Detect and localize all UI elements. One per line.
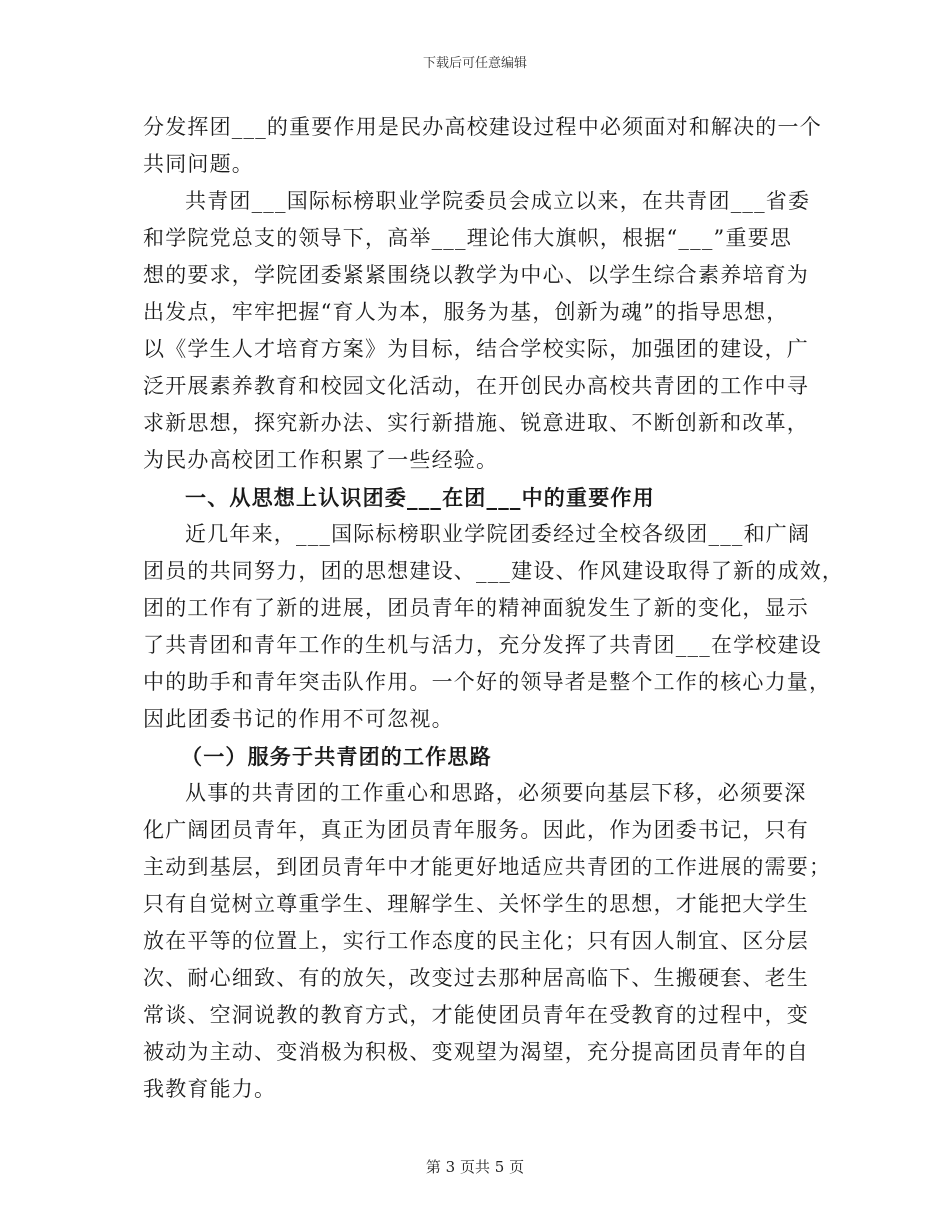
text-line: 泛开展素养教育和校园文化活动，在开创民办高校共青团的工作中寻 bbox=[143, 374, 809, 398]
text-line: 求新思想，探究新办法、实行新措施、锐意进取、不断创新和改革， bbox=[143, 411, 809, 435]
text-line: 只有自觉树立尊重学生、理解学生、关怀学生的思想，才能把大学生 bbox=[143, 892, 809, 916]
text-line: 分发挥团___的重要作用是民办高校建设过程中必须面对和解决的一个 bbox=[143, 115, 822, 139]
text-line: 以《学生人才培育方案》为目标，结合学校实际，加强团的建设，广 bbox=[143, 337, 809, 361]
text-line: 我教育能力。 bbox=[143, 1077, 277, 1101]
text-line: 共青团___国际标榜职业学院委员会成立以来，在共青团___省委 bbox=[185, 189, 811, 213]
text-line: 中的助手和青年突击队作用。一个好的领导者是整个工作的核心力量， bbox=[143, 670, 832, 694]
document-body bbox=[143, 109, 845, 1108]
section-heading: （一）服务于共青团的工作思路 bbox=[181, 744, 492, 769]
text-line: 近几年来，___国际标榜职业学院团委经过全校各级团___和广阔 bbox=[185, 522, 811, 546]
text-line: 次、耐心细致、有的放矢，改变过去那种居高临下、生搬硬套、老生 bbox=[143, 966, 809, 990]
text-line: 为民办高校团工作积累了一些经验。 bbox=[143, 448, 499, 472]
text-line: 想的要求，学院团委紧紧围绕以教学为中心、以学生综合素养培育为 bbox=[143, 263, 809, 287]
text-line: 和学院党总支的领导下，高举___理论伟大旗帜，根据“___”重要思 bbox=[143, 226, 793, 250]
text-line: 团员的共同努力，团的思想建设、___建设、作风建设取得了新的成效， bbox=[143, 559, 845, 583]
text-line: 从事的共青团的工作重心和思路，必须要向基层下移，必须要深 bbox=[185, 781, 807, 805]
text-line: 主动到基层，到团员青年中才能更好地适应共青团的工作进展的需要； bbox=[143, 855, 832, 879]
page-footer: 第 3 页共 5 页 bbox=[425, 1158, 525, 1176]
text-line: 放在平等的位置上，实行工作态度的民主化；只有因人制宜、区分层 bbox=[143, 929, 809, 953]
text-line: 常谈、空洞说教的教育方式，才能使团员青年在受教育的过程中，变 bbox=[143, 1003, 809, 1027]
text-line: 团的工作有了新的进展，团员青年的精神面貌发生了新的变化，显示 bbox=[143, 596, 809, 620]
section-heading: 一、从思想上认识团委___在团___中的重要作用 bbox=[185, 485, 655, 510]
text-line: 被动为主动、变消极为积极、变观望为渴望，充分提高团员青年的自 bbox=[143, 1040, 809, 1064]
text-line: 化广阔团员青年，真正为团员青年服务。因此，作为团委书记，只有 bbox=[143, 818, 809, 842]
text-line: 共同问题。 bbox=[143, 152, 254, 176]
page-header: 下载后可任意编辑 bbox=[422, 56, 527, 71]
text-line: 出发点，牢牢把握“育人为本，服务为基，创新为魂”的指导思想， bbox=[143, 300, 789, 324]
text-line: 因此团委书记的作用不可忽视。 bbox=[143, 707, 454, 731]
text-line: 了共青团和青年工作的生机与活力，充分发挥了共青团___在学校建设 bbox=[143, 633, 822, 657]
